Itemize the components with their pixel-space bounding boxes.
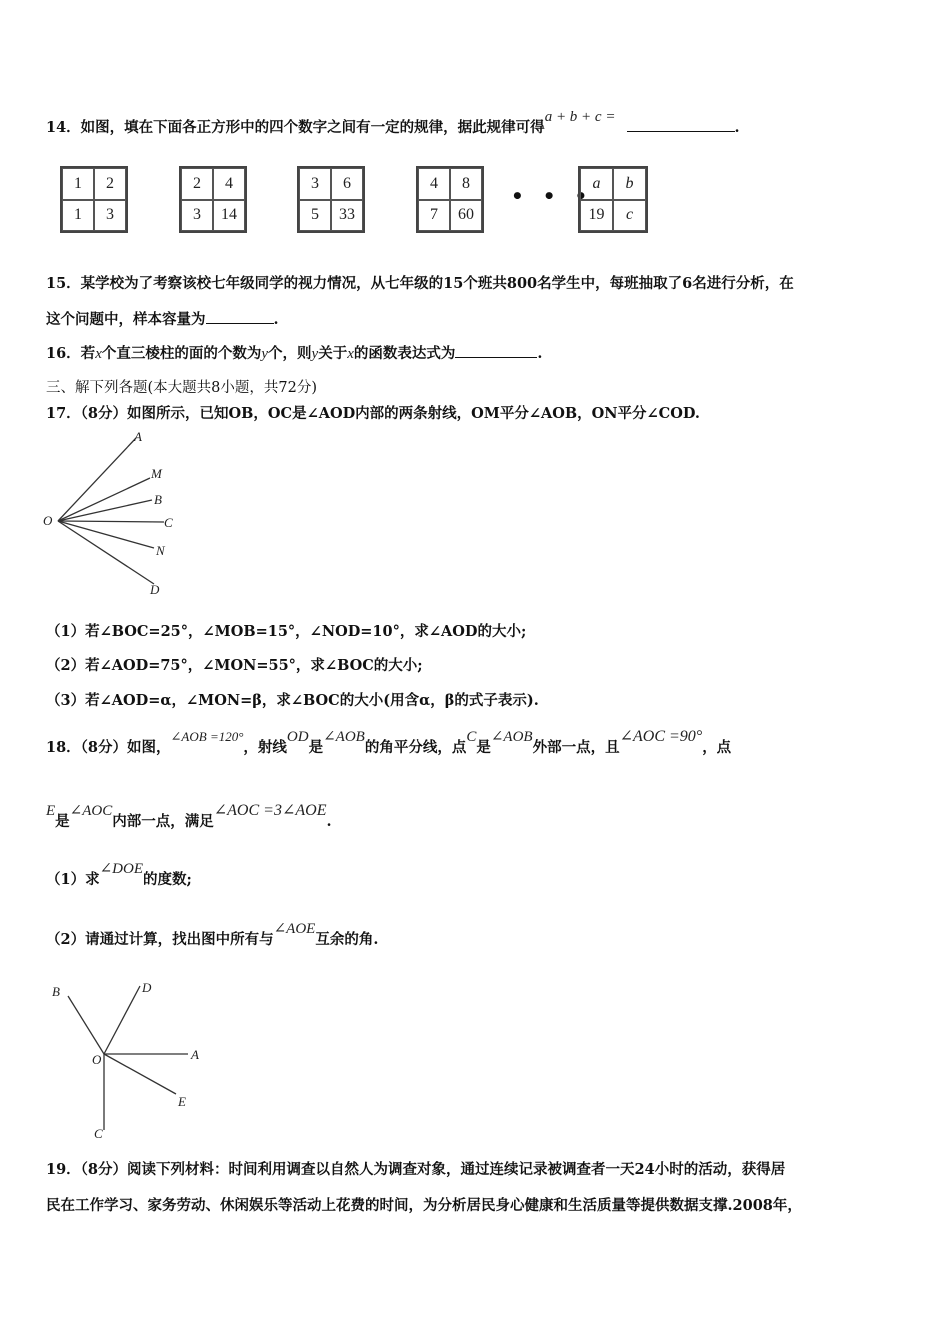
- ray-od: [58, 521, 154, 584]
- label-e: E: [178, 1094, 186, 1109]
- label-a: A: [191, 1047, 199, 1062]
- ray-ob: [68, 996, 104, 1054]
- ray-oe: [104, 1054, 176, 1094]
- label-b: B: [154, 492, 162, 507]
- q18-sub2: （2）请通过计算，找出图中所有与∠AOE互余的角.: [46, 921, 379, 948]
- q18-line1: 18．（8分）如图，∠AOB =120°，射线OD是∠AOB的角平分线，点C是∠AOB外部一点，且∠AOC =90°，点: [46, 728, 732, 756]
- section-heading: 三、解下列各题(本大题共8小题，共72分): [46, 380, 317, 396]
- label-c: C: [94, 1126, 103, 1141]
- q18-ray-diagram: [46, 978, 216, 1144]
- ray-om: [58, 478, 150, 521]
- label-d: D: [150, 582, 160, 597]
- q14-text: 14．如图，填在下面各正方形中的四个数字之间有一定的规律，据此规律可得a + b + c = .: [46, 109, 740, 136]
- ray-oc: [58, 521, 164, 522]
- label-m: M: [151, 466, 162, 481]
- q19-line1: 19．（8分）阅读下列材料：时间利用调查以自然人为调查对象，通过连续记录被调查者一天24小时的活动，获得居: [46, 1161, 786, 1178]
- q18-sub1: （1）求∠DOE的度数;: [46, 861, 192, 888]
- number-square-5: a b 19 c: [578, 166, 648, 233]
- q19-line2: 民在工作学习、家务劳动、休闲娱乐等活动上花费的时间，为分析居民身心健康和生活质量等提供数据支撑.2008年，: [46, 1197, 802, 1214]
- ray-on: [58, 521, 154, 548]
- number-square-2: 2 4 3 14: [179, 166, 247, 233]
- ray-od: [104, 986, 140, 1054]
- q15-answer-blank: [206, 309, 274, 324]
- ellipsis-dots: • • •: [511, 184, 594, 208]
- q17-sub2: （2）若∠AOD=75°，∠MON=55°，求∠BOC的大小;: [46, 657, 423, 674]
- ray-oa: [58, 438, 136, 521]
- q16-line: 16．若x个直三棱柱的面的个数为y个，则y关于x的函数表达式为 .: [46, 345, 543, 362]
- label-o: O: [92, 1052, 102, 1067]
- q15-line1: 15．某学校为了考察该校七年级同学的视力情况，从七年级的15个班共800名学生中，每班抽取了6名进行分析，在: [46, 275, 794, 292]
- q17-sub1: （1）若∠BOC=25°，∠MOB=15°，∠NOD=10°，求∠AOD的大小;: [46, 623, 527, 640]
- label-n: N: [156, 543, 165, 558]
- q17-stem: 17．（8分）如图所示，已知OB，OC是∠AOD内部的两条射线，OM平分∠AOB，ON平分∠COD.: [46, 405, 700, 422]
- label-b: B: [52, 984, 60, 999]
- q17-ray-diagram: [40, 428, 200, 600]
- q17-sub3: （3）若∠AOD=α，∠MON=β，求∠BOC的大小(用含α，β的式子表示).: [46, 692, 539, 709]
- q16-answer-blank: [455, 343, 537, 358]
- label-d: D: [142, 980, 152, 995]
- label-o: O: [43, 513, 53, 528]
- label-c: C: [164, 515, 173, 530]
- number-square-3: 3 6 5 33: [297, 166, 365, 233]
- q14-formula: a + b + c =: [544, 109, 616, 125]
- q18-line2: E是∠AOC内部一点，满足∠AOC =3∠AOE.: [46, 802, 332, 830]
- q14-answer-blank: [627, 117, 735, 132]
- number-square-1: 1 2 1 3: [60, 166, 128, 233]
- ray-ob: [58, 500, 152, 521]
- number-square-4: 4 8 7 60: [416, 166, 484, 233]
- q15-line2: 这个问题中，样本容量为 .: [46, 311, 279, 328]
- label-a: A: [134, 429, 142, 444]
